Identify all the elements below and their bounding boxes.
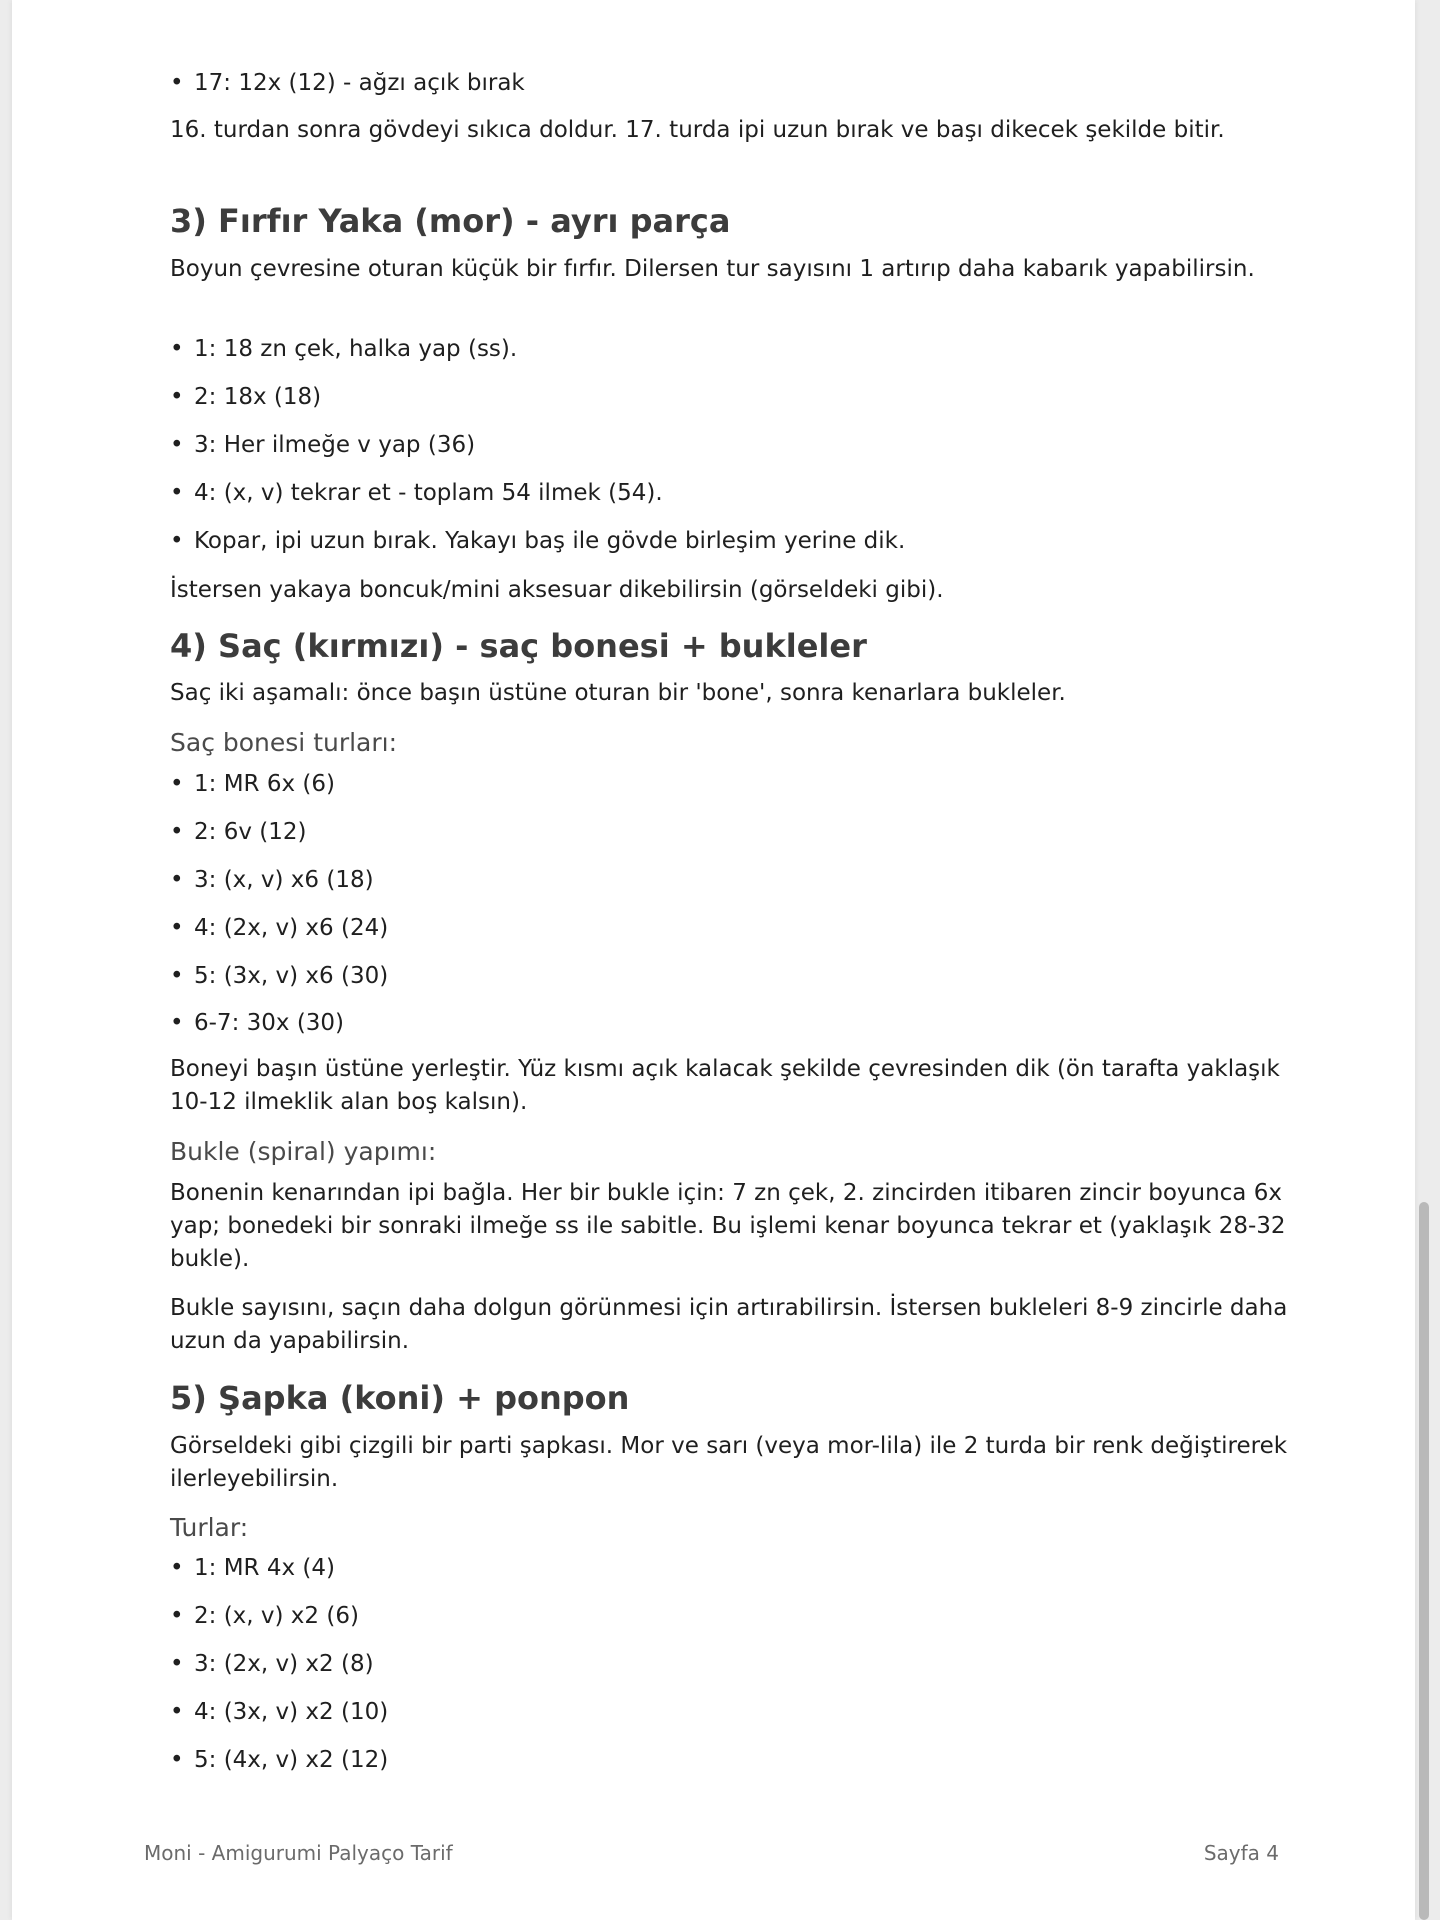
scrollbar-thumb[interactable] [1419, 1202, 1429, 1920]
paragraph: İstersen yakaya boncuk/mini aksesuar dikebilirsin (görseldeki gibi). [170, 577, 944, 603]
document-page [12, 0, 1415, 1920]
paragraph: Boyun çevresine oturan küçük bir fırfır. Dilersen tur sayısını 1 artırıp daha kabarık yapabilirsin. [170, 256, 1255, 282]
section-heading-hat: 5) Şapka (koni) + ponpon [170, 1379, 630, 1417]
list-item: • 3: (2x, v) x2 (8) [170, 1649, 374, 1679]
list-item: • 1: MR 6x (6) [170, 769, 335, 799]
list-item: • 6-7: 30x (30) [170, 1008, 344, 1038]
subheading-hat-rounds: Turlar: [170, 1513, 249, 1542]
subheading-curls: Bukle (spiral) yapımı: [170, 1137, 437, 1166]
list-item: • 2: 18x (18) [170, 382, 321, 412]
subheading-cap-rounds: Saç bonesi turları: [170, 728, 398, 757]
list-item: • 5: (4x, v) x2 (12) [170, 1745, 388, 1775]
list-item: • 4: (2x, v) x6 (24) [170, 913, 388, 943]
list-item: • 5: (3x, v) x6 (30) [170, 961, 388, 991]
list-item: • 4: (3x, v) x2 (10) [170, 1697, 388, 1727]
footer-page-number: Sayfa 4 [1203, 1841, 1279, 1865]
list-item: • 3: (x, v) x6 (18) [170, 865, 374, 895]
list-item: • Kopar, ipi uzun bırak. Yakayı baş ile gövde birleşim yerine dik. [170, 526, 905, 556]
list-item: • 2: 6v (12) [170, 817, 306, 847]
paragraph: Görseldeki gibi çizgili bir parti şapkası. Mor ve sarı (veya mor-lila) ile 2 turda bir renk değiştirerek ilerleyebilirsin. [170, 1433, 1288, 1492]
list-item: • 1: 18 zn çek, halka yap (ss). [170, 334, 517, 364]
list-item: • 17: 12x (12) - ağzı açık bırak [170, 68, 525, 98]
section-heading-hair: 4) Saç (kırmızı) - saç bonesi + bukleler [170, 627, 867, 665]
list-item: • 3: Her ilmeğe v yap (36) [170, 430, 475, 460]
paragraph: Bonenin kenarından ipi bağla. Her bir bukle için: 7 zn çek, 2. zincirden itibaren zincir boyunca 6x yap; bonedeki bir sonraki ilmeğe ss ile sabitle. Bu işlemi kenar boyunca tekrar et (yaklaşık 28-32 bukle). [170, 1180, 1286, 1272]
section-heading-collar: 3) Fırfır Yaka (mor) - ayrı parça [170, 202, 731, 240]
list-item: • 1: MR 4x (4) [170, 1553, 335, 1583]
paragraph: Boneyi başın üstüne yerleştir. Yüz kısmı açık kalacak şekilde çevresinden dik (ön tarafta yaklaşık 10-12 ilmeklik alan boş kalsın). [170, 1056, 1280, 1115]
paragraph: Bukle sayısını, saçın daha dolgun görünmesi için artırabilirsin. İstersen bukleleri 8-9 zincirle daha uzun da yapabilirsin. [170, 1295, 1288, 1354]
footer-title: Moni - Amigurumi Palyaço Tarif [144, 1841, 453, 1865]
list-item: • 4: (x, v) tekrar et - toplam 54 ilmek (54). [170, 478, 663, 508]
paragraph: Saç iki aşamalı: önce başın üstüne oturan bir 'bone', sonra kenarlara bukleler. [170, 680, 1066, 706]
paragraph: 16. turdan sonra gövdeyi sıkıca doldur. 17. turda ipi uzun bırak ve başı dikecek şekilde bitir. [170, 117, 1225, 143]
list-item: • 2: (x, v) x2 (6) [170, 1601, 359, 1631]
